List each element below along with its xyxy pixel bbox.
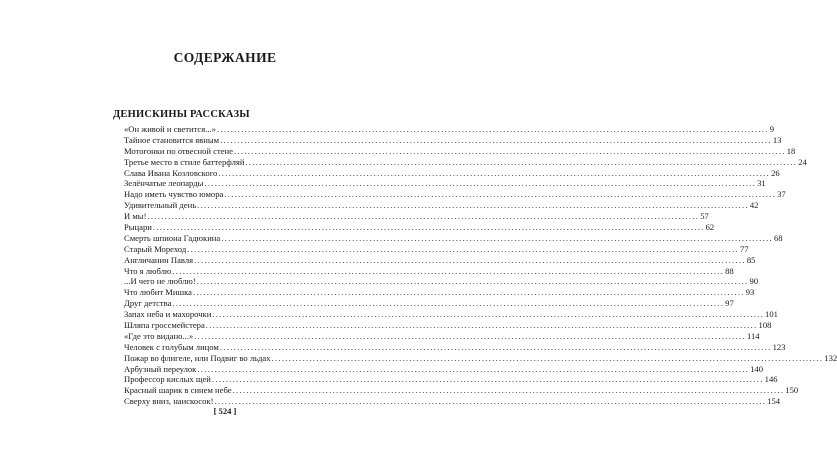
toc-entry-title: Что любит Мишка (124, 287, 192, 298)
toc-entry-title: Сверху вниз, наискосок! (124, 396, 214, 407)
toc-entry-title: Друг детства (124, 298, 172, 309)
toc-entry (124, 374, 778, 385)
toc-entry-page: 97 (725, 298, 734, 309)
toc-entry-title: Рыцари (124, 222, 152, 233)
toc-entry-title: Третье место в стиле баттерфляй (124, 156, 245, 167)
toc-entry (124, 243, 749, 255)
toc-entry-title: Старый Мореход (124, 243, 187, 254)
toc-entry-page: 31 (757, 178, 766, 189)
toc-leader-dots: ................................................................................................................................................................ (205, 320, 758, 331)
toc-entry (124, 276, 759, 287)
toc-entry-title: Человек с голубым лицом (124, 341, 219, 352)
toc-entry (124, 232, 783, 244)
toc-entry-page: 13 (772, 134, 782, 145)
toc-leader-dots: ................................................................................................................................................................ (152, 222, 705, 233)
toc-leader-dots: ................................................................................................................................................................ (194, 254, 746, 265)
page-title: СОДЕРЖАНИЕ (173, 50, 277, 65)
toc-leader-dots: ................................................................................................................................................................ (271, 352, 824, 363)
toc-entry-title: «Где это видано...» (124, 330, 194, 341)
toc-entry (124, 265, 734, 277)
toc-entry-page: 101 (765, 309, 778, 320)
toc-entry-page: 57 (700, 211, 709, 222)
toc-leader-dots: ................................................................................................................................................................ (197, 200, 749, 211)
toc-entry (124, 352, 837, 364)
toc-leader-dots: ................................................................................................................................................................ (224, 189, 777, 200)
page-number-left-bracket: [ (213, 406, 217, 416)
toc-entry-title: Пожар во флигеле, или Подвиг во льдах (124, 352, 271, 363)
toc-entry (124, 254, 756, 266)
toc-entry-page: 146 (764, 374, 778, 385)
page-number (0, 405, 450, 417)
toc-leader-dots: ................................................................................................................................................................ (147, 211, 700, 222)
page-number-value: 524 (218, 406, 232, 416)
toc-entry-title: Слава Ивана Козловского (124, 167, 218, 178)
toc-entry-page: 90 (749, 276, 759, 287)
toc-entry-title: И мы! (124, 211, 147, 222)
toc-entry-title: Красный шарик в синем небе (124, 385, 232, 396)
toc-entry-page: 93 (745, 287, 755, 298)
toc-entry-title: ...И чего не люблю! (124, 276, 196, 287)
toc-entry-page: 24 (798, 156, 807, 167)
toc-entry-page: 9 (769, 124, 774, 134)
page-number-right-bracket: ] (233, 406, 237, 416)
toc-entry (124, 178, 766, 189)
toc-entry-title: Что я люблю (124, 265, 172, 276)
toc-leader-dots: ................................................................................................................................................................ (172, 265, 725, 276)
toc-entry-title: Удивительный день (124, 200, 197, 211)
toc-entry (124, 222, 715, 233)
toc-entry-page: 37 (777, 189, 786, 200)
toc-entry-title: «Он живой и светится...» (124, 124, 216, 134)
toc-entry-title: Запах неба и махорочки (124, 309, 212, 320)
toc-entry (124, 145, 796, 157)
toc-entry-title: Мотогонки по отвесной стене (124, 145, 233, 156)
toc-entry (124, 287, 755, 298)
toc-entry-page: 26 (771, 167, 780, 178)
toc-entry (124, 134, 782, 146)
table-of-contents (124, 124, 837, 407)
toc-entry-page: 123 (772, 341, 786, 352)
toc-leader-dots: ................................................................................................................................................................ (214, 396, 767, 407)
toc-leader-dots: ................................................................................................................................................................ (211, 374, 764, 385)
toc-entry-page: 18 (786, 145, 796, 156)
toc-leader-dots: ................................................................................................................................................................ (192, 287, 745, 298)
toc-entry (124, 156, 807, 168)
toc-leader-dots: ................................................................................................................................................................ (172, 298, 725, 309)
toc-entry-title: Зелёнчатые леопарды (124, 178, 204, 189)
toc-entry-page: 88 (725, 265, 734, 276)
toc-entry-title: Смерть шпиона Гадюкина (124, 232, 221, 243)
toc-entry-title: Профессор кислых щей (124, 374, 211, 385)
toc-entry (124, 124, 774, 135)
toc-entry-page: 42 (749, 200, 759, 211)
toc-entry-title: Надо иметь чувство юмора (124, 189, 224, 200)
toc-leader-dots: ................................................................................................................................................................ (219, 341, 772, 352)
toc-entry (124, 211, 709, 222)
toc-leader-dots: ................................................................................................................................................................ (232, 385, 785, 396)
toc-entry (124, 189, 786, 200)
toc-entry-page: 68 (773, 232, 783, 243)
toc-leader-dots: ................................................................................................................................................................ (221, 232, 773, 243)
toc-entry (124, 320, 772, 331)
toc-entry (124, 298, 734, 309)
toc-leader-dots: ................................................................................................................................................................ (187, 243, 739, 254)
toc-entry-page: 150 (785, 385, 799, 396)
toc-entry-page: 154 (767, 396, 781, 407)
toc-entry-page: 132 (824, 352, 837, 363)
toc-leader-dots: ................................................................................................................................................................ (204, 178, 757, 189)
toc-leader-dots: ................................................................................................................................................................ (212, 309, 765, 320)
toc-leader-dots: ................................................................................................................................................................ (245, 156, 798, 167)
toc-entry-title: Арбузный переулок (124, 363, 197, 374)
toc-entry (124, 341, 786, 353)
toc-entry (124, 330, 760, 342)
toc-entry-page: 77 (739, 243, 749, 254)
toc-entry-page: 140 (750, 363, 763, 374)
toc-entry-page: 108 (758, 320, 772, 331)
toc-entry (124, 167, 780, 179)
toc-entry-page: 114 (746, 330, 760, 341)
toc-entry-page: 62 (705, 222, 715, 233)
section-title: ДЕНИСКИНЫ РАССКАЗЫ (113, 109, 250, 120)
toc-entry (124, 385, 799, 396)
toc-leader-dots: ................................................................................................................................................................ (194, 330, 746, 341)
toc-leader-dots: ................................................................................................................................................................ (218, 167, 771, 178)
toc-entry (124, 363, 763, 375)
toc-entry-title: Англичанин Павля (124, 254, 194, 265)
toc-entry-title: Шляпа гроссмейстера (124, 320, 205, 331)
toc-leader-dots: ................................................................................................................................................................ (233, 145, 786, 156)
toc-entry (124, 309, 778, 320)
toc-leader-dots: ................................................................................................................................................................ (216, 124, 769, 134)
toc-entry-title: Тайное становится явным (124, 134, 220, 145)
toc-entry-page: 85 (746, 254, 756, 265)
toc-leader-dots: ................................................................................................................................................................ (197, 363, 750, 374)
toc-leader-dots: ................................................................................................................................................................ (220, 134, 772, 145)
toc-leader-dots: ................................................................................................................................................................ (196, 276, 749, 287)
toc-entry (124, 200, 759, 211)
